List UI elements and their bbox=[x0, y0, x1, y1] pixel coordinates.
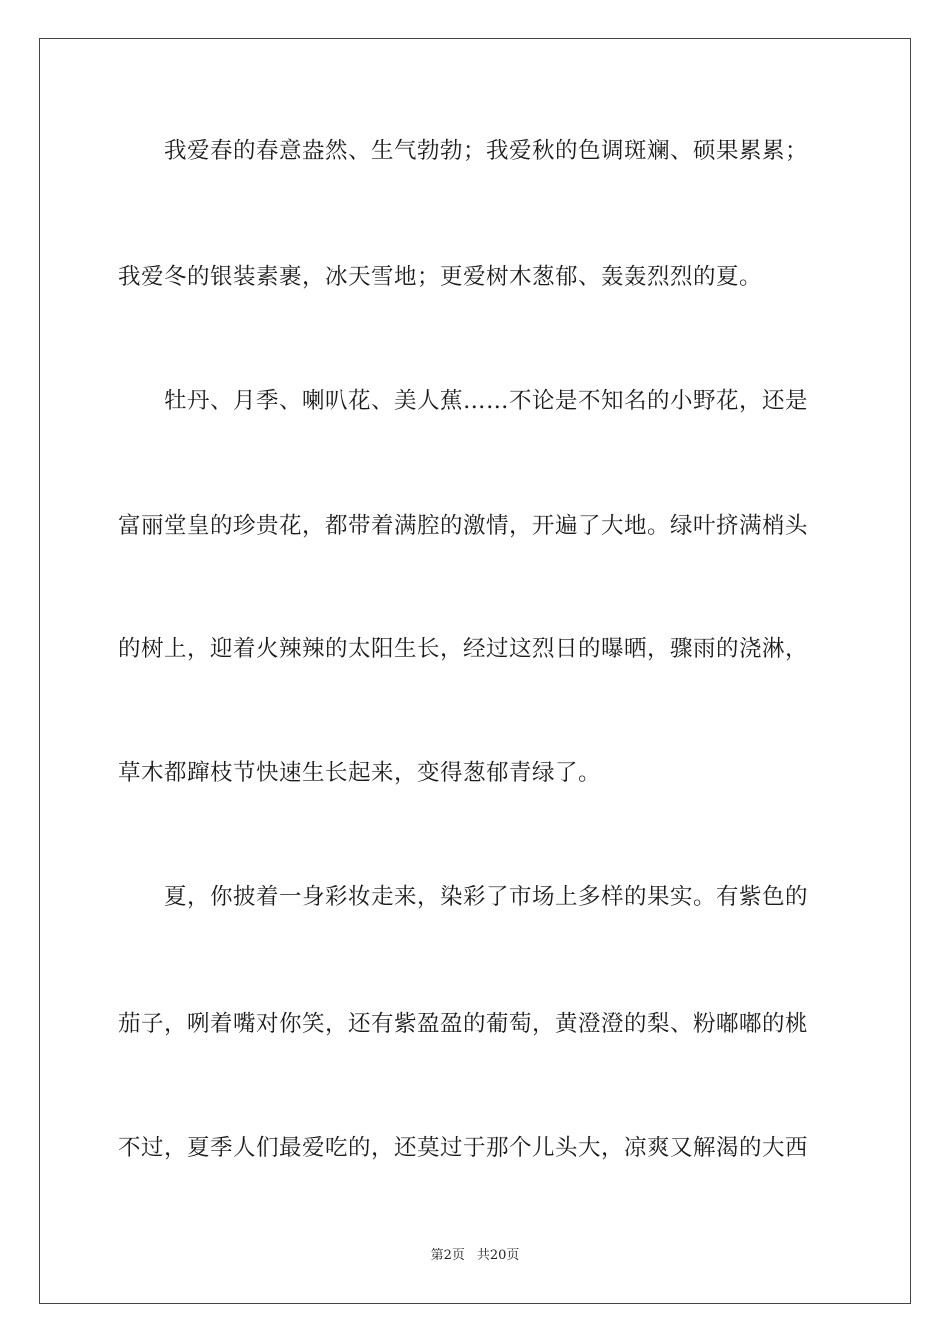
page-frame bbox=[39, 38, 911, 1304]
text-line: 夏，你披着一身彩妆走来，染彩了市场上多样的果实。有紫色的 bbox=[164, 884, 809, 910]
text-line: 茄子，咧着嘴对你笑，还有紫盈盈的葡萄，黄澄澄的梨、粉嘟嘟的桃 bbox=[118, 1011, 809, 1037]
page-footer bbox=[0, 1247, 950, 1265]
text-line: 富丽堂皇的珍贵花，都带着满腔的激情，开遍了大地。绿叶挤满梢头 bbox=[118, 513, 809, 539]
text-line: 草木都蹿枝节快速生长起来，变得葱郁青绿了。 bbox=[118, 760, 602, 786]
text-line: 牡丹、月季、喇叭花、美人蕉……不论是不知名的小野花，还是 bbox=[164, 388, 809, 414]
text-line: 的树上，迎着火辣辣的太阳生长，经过这烈日的曝晒，骤雨的浇淋， bbox=[118, 636, 809, 662]
text-line: 我爱春的春意盎然、生气勃勃；我爱秋的色调斑斓、硕果累累； bbox=[164, 138, 809, 164]
page-total: 共20页 bbox=[476, 1248, 520, 1263]
text-line: 我爱冬的银装素裹，冰天雪地；更爱树木葱郁、轰轰烈烈的夏。 bbox=[118, 264, 763, 290]
text-line: 不过，夏季人们最爱吃的，还莫过于那个儿头大，凉爽又解渴的大西 bbox=[118, 1135, 809, 1161]
page-number: 第2页 bbox=[430, 1248, 465, 1263]
